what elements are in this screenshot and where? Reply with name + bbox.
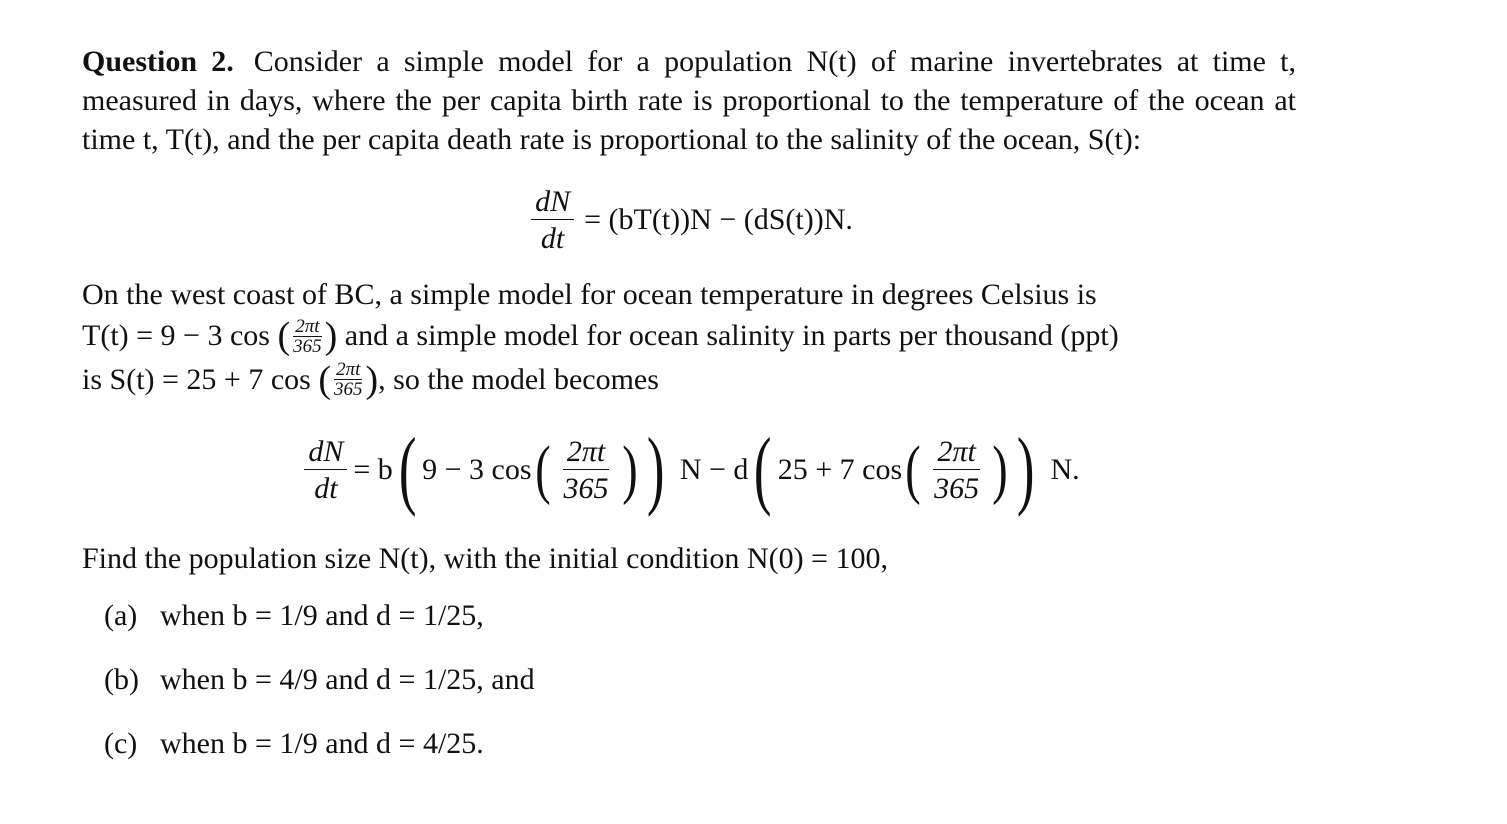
temperature-model: T(t) = 9 − 3 cos [82, 319, 270, 352]
derivative-dn-dt: $\frac{dN}{dt}$ [531, 186, 574, 255]
document-page [82, 42, 1296, 776]
temp-fraction: $\frac{2\pi t}{365}$ [293, 315, 322, 357]
part-text: when b = 4/9 and d = 1/25, and [160, 663, 535, 697]
derivative-dn-dt-2: $\frac{dN}{dt}$ [304, 436, 347, 505]
equation-2-mid: N − d [679, 453, 749, 487]
part-label: (c) [104, 727, 138, 761]
list-item [104, 648, 1296, 712]
salinity-model: S(t) = 25 + 7 cos [109, 362, 311, 396]
parts-list [82, 584, 1296, 776]
equation-2-tail: N. [1050, 453, 1080, 487]
sal-fraction: $\frac{2\pi t}{365}$ [334, 359, 363, 401]
equation-2: $\frac{dN}{dt}$ = b ( 9 − 3 cos ( $\frac{2\pi t}{365}$ ) ) N − d ( 25 + 7 cos ( $\frac{2\pi t}{365}$ ) ) N. [82, 415, 1296, 525]
equation-2-term2: 25 + 7 cos [777, 453, 903, 487]
equation-1 [82, 185, 1296, 255]
equation-2-eq-b: = b [353, 453, 393, 487]
list-item [104, 584, 1296, 648]
eq2-fraction-2: $\frac{2\pi t}{365}$ [934, 434, 980, 506]
model-paragraph: On the west coast of BC, a simple model for ocean temperature in degrees Celsius is T(t) = 9 − 3 cos ( $\frac{2\pi t}{365}$ ) and a simple model for ocean salinity in parts per thousand (ppt) is S(t) = 25 + 7 cos ( $\frac{2\pi t}{365}$ ), so the model becomes [82, 278, 1119, 401]
part-text: when b = 1/9 and d = 4/25. [160, 727, 484, 761]
question-paragraph [82, 42, 1296, 159]
paragraph2-text-c: is [82, 362, 103, 396]
eq2-fraction-1: $\frac{2\pi t}{365}$ [563, 434, 609, 506]
list-item [104, 712, 1296, 776]
paragraph2-text-a: On the west coast of BC, a simple model for ocean temperature in degrees Celsius is [82, 278, 1097, 311]
question-intro: Consider a simple model for a population N(t) of marine invertebrates at time t, measured in days, where the per capita birth rate is proportional to the temperature of the ocean at time t, T(t), and the per capita death rate is proportional to the salinity of the ocean, S(t): [82, 45, 1296, 156]
find-paragraph: Find the population size N(t), with the initial condition N(0) = 100, [82, 542, 888, 576]
part-label: (b) [104, 663, 139, 697]
equation-1-rhs: = (bT(t))N − (dS(t))N. [584, 203, 853, 236]
part-text: when b = 1/9 and d = 1/25, [160, 599, 484, 633]
equation-2-term1: 9 − 3 cos [422, 453, 532, 487]
question-label: Question 2. [82, 45, 234, 78]
paragraph2-text-b: and a simple model for ocean salinity in parts per thousand (ppt) [344, 319, 1119, 352]
part-label: (a) [104, 599, 138, 633]
paragraph2-text-d: , so the model becomes [378, 362, 659, 396]
